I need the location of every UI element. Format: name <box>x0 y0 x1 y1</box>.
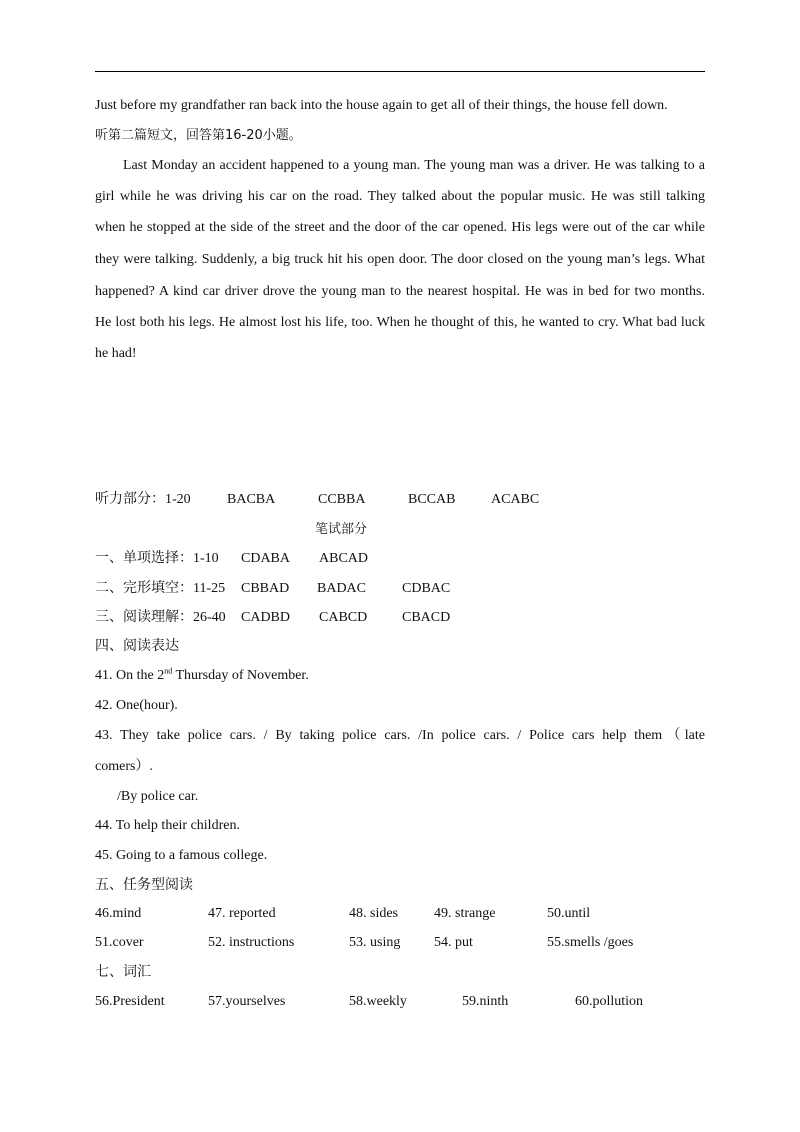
passage-line: girl while he was driving his car on the road. They talked about the popular music. He was still talking <box>95 189 705 204</box>
answer-item: 46.mind <box>95 906 142 921</box>
answer-item: 53. using <box>349 935 401 950</box>
answer-group: CBACD <box>402 610 451 625</box>
answer-item: 47. reported <box>208 906 276 921</box>
ordinal-suffix: nd <box>164 666 173 676</box>
passage-line: when he stopped at the side of the street and the door of the car opened. His legs were out of the car while <box>95 220 705 235</box>
answer-41-post: Thursday of November. <box>172 668 309 683</box>
answer-item: 59.ninth <box>462 994 509 1009</box>
answer-41 <box>95 667 309 685</box>
answer-group: BCCAB <box>408 492 456 507</box>
passage-intro-line: Just before my grandfather ran back into the house again to get all of their things, the house fell down. <box>95 98 668 113</box>
passage-line: He lost both his legs. He almost lost his life, too. When he thought of this, he wanted to cry. What bad luck <box>95 315 705 330</box>
answer-group: CCBBA <box>318 492 366 507</box>
answer-43-continued: comers）. <box>95 759 153 774</box>
answer-item: 57.yourselves <box>208 994 286 1009</box>
answer-item: 58.weekly <box>349 994 407 1009</box>
answer-item: 48. sides <box>349 906 398 921</box>
answer-item: 52. instructions <box>208 935 295 950</box>
answer-item: 51.cover <box>95 935 144 950</box>
header-rule <box>95 71 705 72</box>
task-reading-heading: 五、任务型阅读 <box>95 878 193 893</box>
cloze-label: 二、完形填空：11-25 <box>95 581 226 596</box>
reading-label: 三、阅读理解：26-40 <box>95 610 226 625</box>
answer-group: BACBA <box>227 492 276 507</box>
answer-group: ABCAD <box>319 551 369 566</box>
passage-line: happened? A kind car driver drove the young man to the nearest hospital. He was in bed for two months. <box>95 284 705 299</box>
answer-45: 45. Going to a famous college. <box>95 848 268 863</box>
passage-line: Last Monday an accident happened to a young man. The young man was a driver. He was talking to a <box>123 158 705 173</box>
written-section-title: 笔试部分 <box>315 522 368 537</box>
answer-group: CDABA <box>241 551 291 566</box>
answer-item: 60.pollution <box>575 994 644 1009</box>
answer-group: CBBAD <box>241 581 290 596</box>
vocabulary-heading: 七、词汇 <box>95 965 151 980</box>
answer-43-alt: /By police car. <box>117 789 199 804</box>
answer-group: BADAC <box>317 581 367 596</box>
answer-item: 54. put <box>434 935 473 950</box>
answer-group: ACABC <box>491 492 540 507</box>
single-choice-label: 一、单项选择：1-10 <box>95 551 219 566</box>
passage-line: they were talking. Suddenly, a big truck hit his open door. The door closed on the young man’s legs. What <box>95 252 705 267</box>
answer-group: CADBD <box>241 610 291 625</box>
answer-item: 50.until <box>547 906 591 921</box>
answer-43: 43. They take police cars. / By taking police cars. /In police cars. / Police cars help them（late <box>95 728 705 743</box>
answer-item: 56.President <box>95 994 165 1009</box>
answer-42: 42. One(hour). <box>95 698 178 713</box>
answer-group: CDBAC <box>402 581 451 596</box>
answer-41-pre: 41. On the 2 <box>95 668 165 683</box>
answer-44: 44. To help their children. <box>95 818 240 833</box>
passage-line: he had! <box>95 346 137 361</box>
passage-heading: 听第二篇短文，回答第16-20小题。 <box>95 128 302 143</box>
answer-group: CABCD <box>319 610 368 625</box>
answer-item: 55.smells /goes <box>547 935 634 950</box>
answer-item: 49. strange <box>434 906 496 921</box>
listening-label: 听力部分：1-20 <box>95 492 191 507</box>
reading-expression-heading: 四、阅读表达 <box>95 639 179 654</box>
